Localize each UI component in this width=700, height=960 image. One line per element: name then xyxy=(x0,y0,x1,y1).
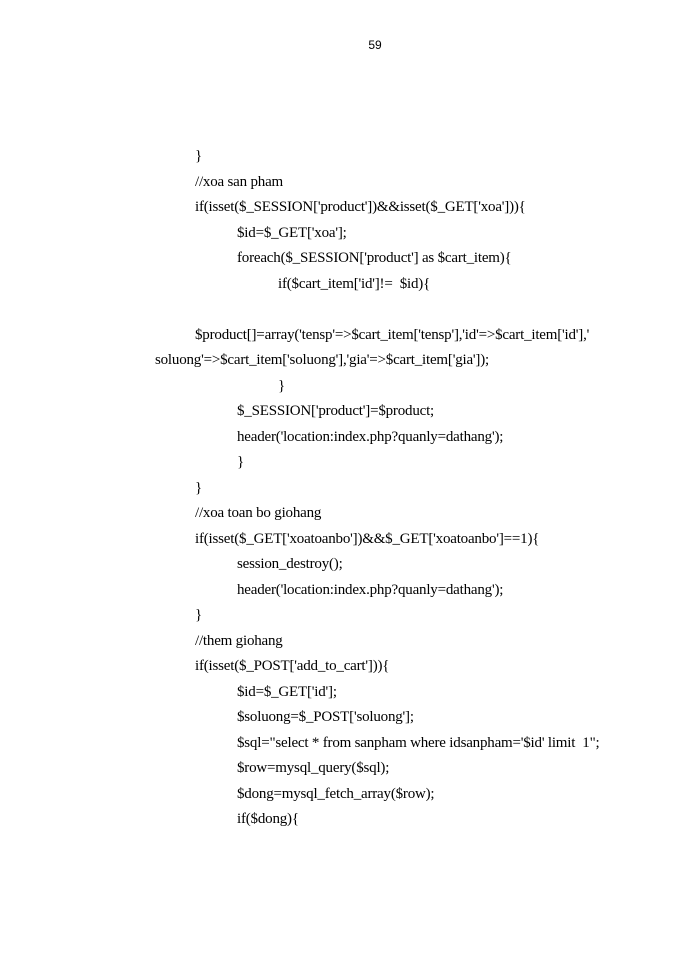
code-line: $dong=mysql_fetch_array($row); xyxy=(237,786,435,802)
code-line: } xyxy=(237,454,244,470)
code-line: } xyxy=(195,148,202,164)
code-line: if(isset($_POST['add_to_cart'])){ xyxy=(195,658,390,674)
code-line: session_destroy(); xyxy=(237,556,343,572)
code-line: $sql="select * from sanpham where idsanpham='$id' limit 1"; xyxy=(237,735,600,751)
code-line: if($dong){ xyxy=(237,811,299,827)
code-line: } xyxy=(195,607,202,623)
code-comment: //xoa san pham xyxy=(195,174,284,190)
code-line: } xyxy=(278,378,285,394)
code-line: $product[]=array('tensp'=>$cart_item['tensp'],'id'=>$cart_item['id'],' xyxy=(195,327,590,343)
code-line: if(isset($_SESSION['product'])&&isset($_GET['xoa'])){ xyxy=(195,199,526,215)
code-line: } xyxy=(195,480,202,496)
code-line: $_SESSION['product']=$product; xyxy=(237,403,435,419)
code-line: $row=mysql_query($sql); xyxy=(237,760,390,776)
code-line: header('location:index.php?quanly=dathang'); xyxy=(237,582,504,598)
code-line: soluong'=>$cart_item['soluong'],'gia'=>$cart_item['gia']); xyxy=(155,352,489,368)
code-line: $soluong=$_POST['soluong']; xyxy=(237,709,414,725)
code-comment: //them giohang xyxy=(195,633,283,649)
code-comment: //xoa toan bo giohang xyxy=(195,505,322,521)
code-line: if(isset($_GET['xoatoanbo'])&&$_GET['xoatoanbo']==1){ xyxy=(195,531,540,547)
code-line: if($cart_item['id']!= $id){ xyxy=(278,276,431,292)
code-line: header('location:index.php?quanly=dathang'); xyxy=(237,429,504,445)
code-line: $id=$_GET['id']; xyxy=(237,684,337,700)
code-line: $id=$_GET['xoa']; xyxy=(237,225,347,241)
code-line: foreach($_SESSION['product'] as $cart_item){ xyxy=(237,250,512,266)
page-number: 59 xyxy=(368,38,382,52)
